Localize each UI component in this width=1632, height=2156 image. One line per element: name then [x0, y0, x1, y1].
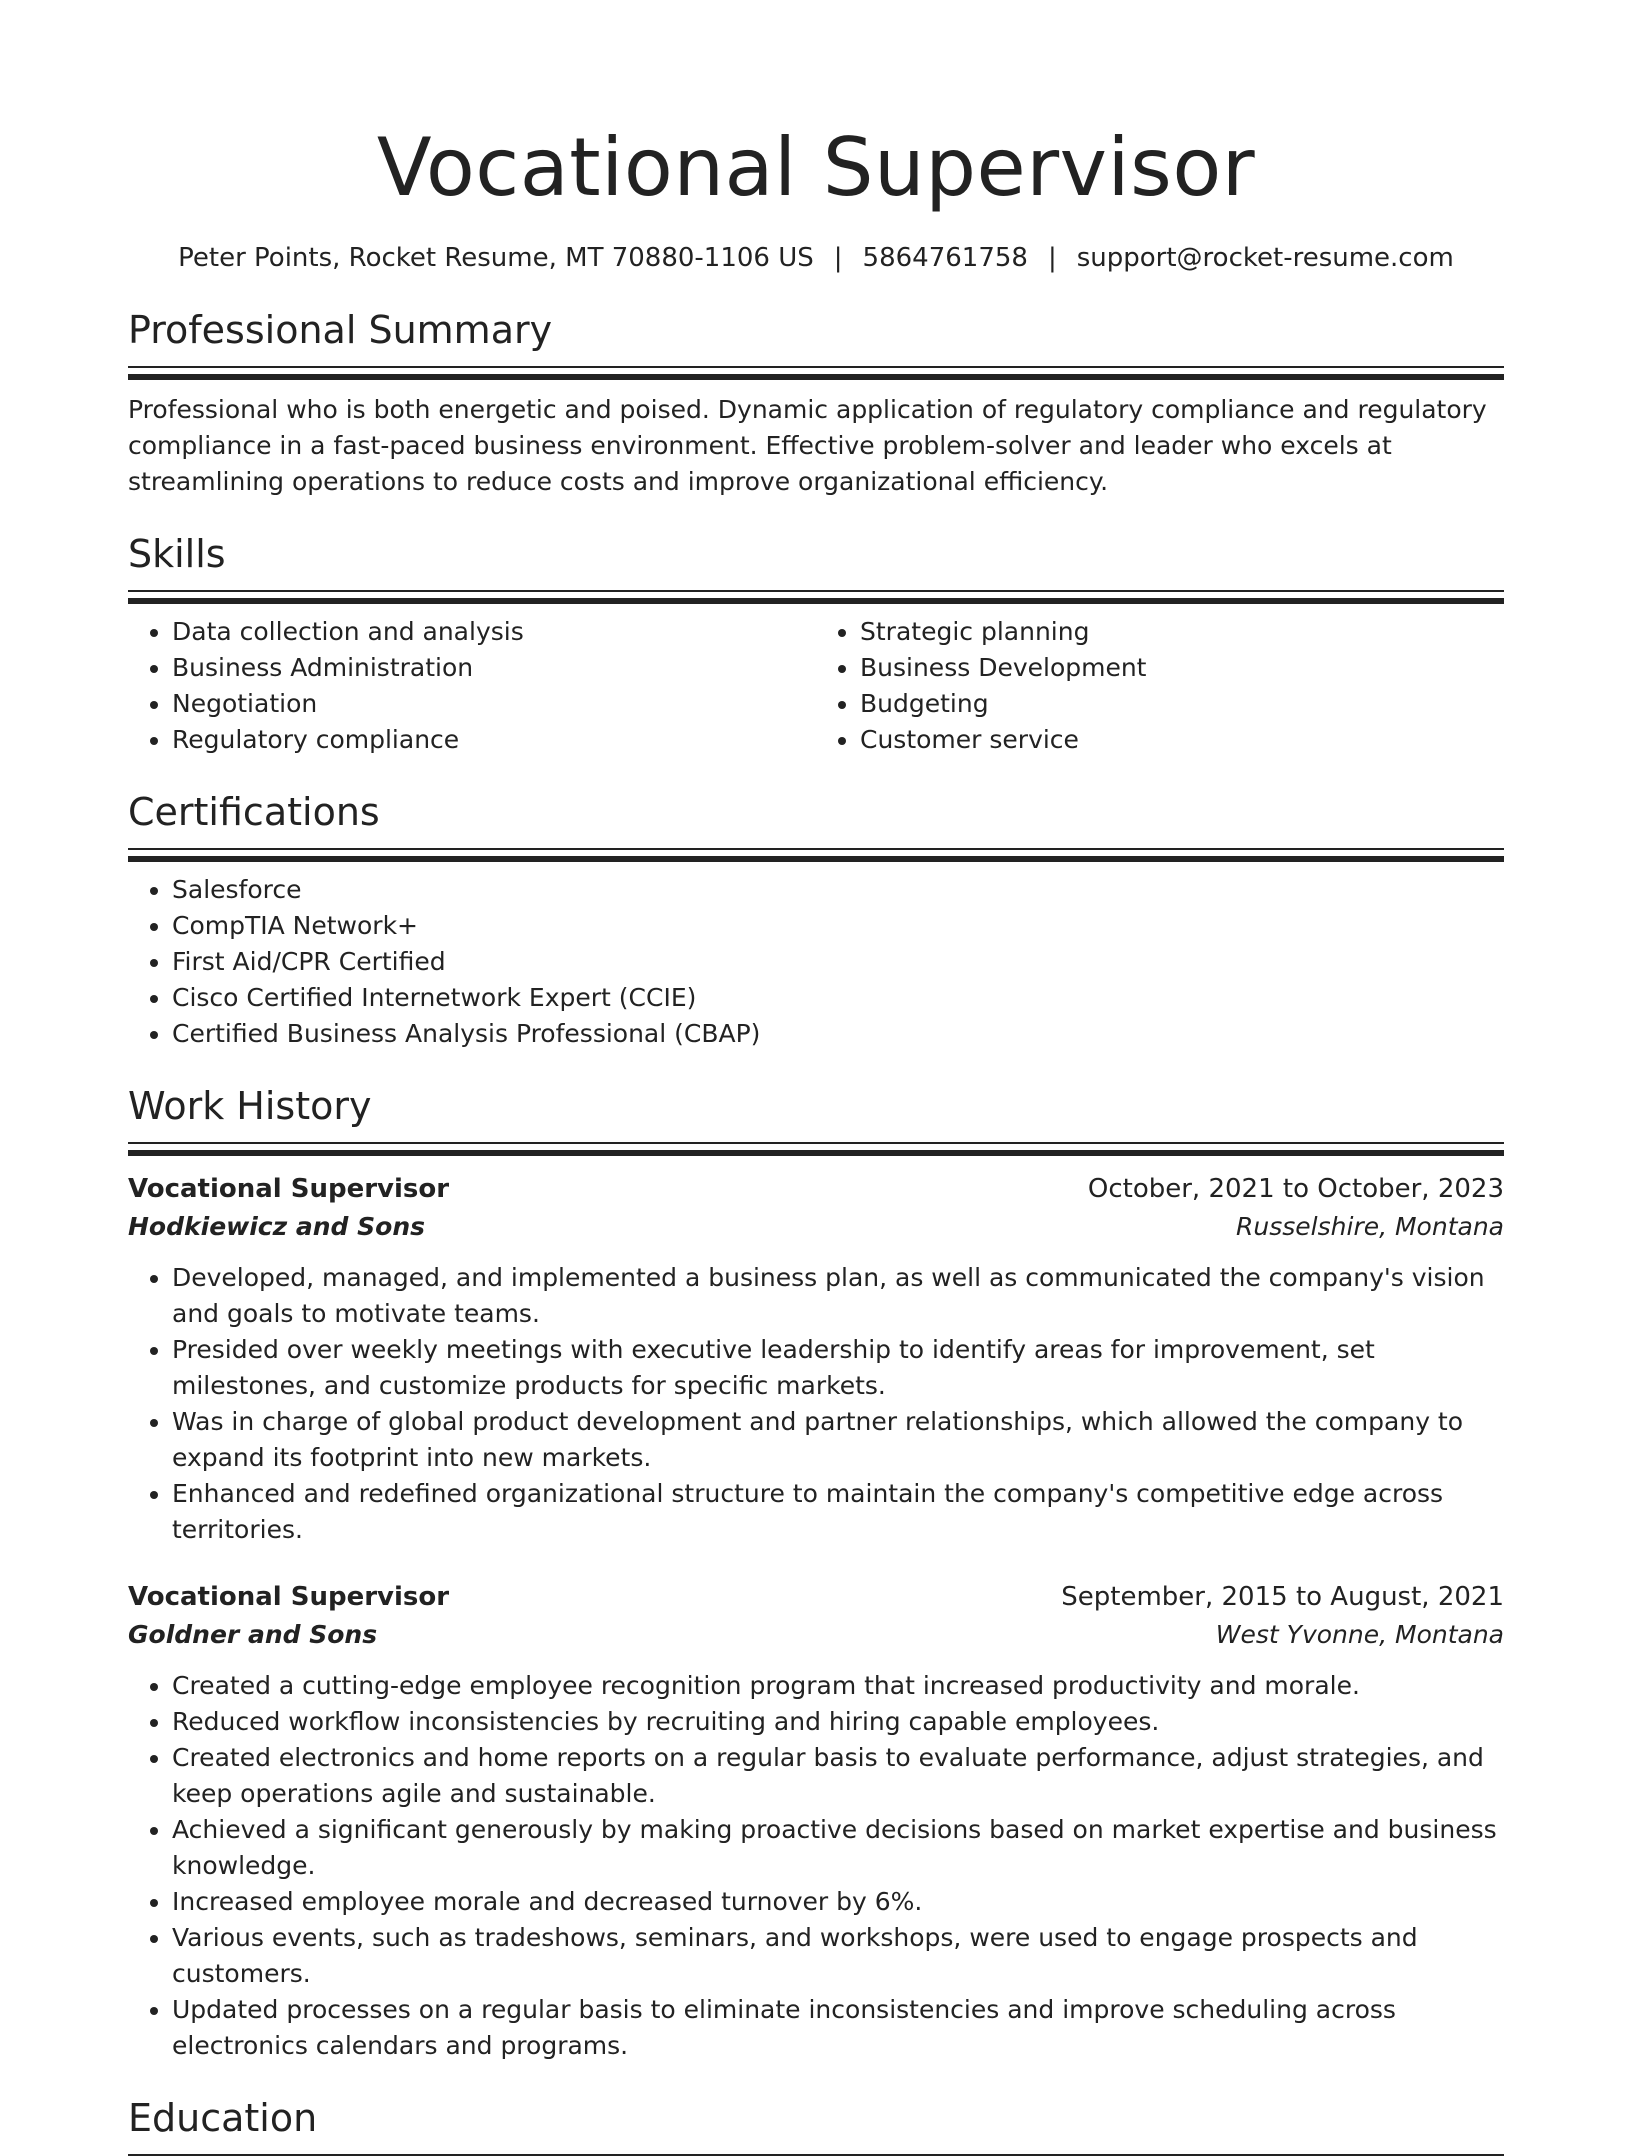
skills-list-left [128, 614, 816, 758]
job-title: Vocational Supervisor [128, 1174, 450, 1204]
skill-item: • Business Administration [172, 650, 816, 686]
work-history-section [128, 1080, 1504, 2064]
job-bullet: • Reduced workflow inconsistencies by recruiting and hiring capable employees. [172, 1704, 1504, 1740]
section-title-work-history: Work History [128, 1084, 372, 1128]
skills-grid [128, 604, 1504, 758]
job-bullet: • Presided over weekly meetings with executive leadership to identify areas for improvement, set milestones, and customize products for specific markets. [172, 1332, 1504, 1404]
job-header-row [128, 1170, 1504, 1208]
section-divider [128, 1142, 1504, 1156]
job-bullet: • Created electronics and home reports on a regular basis to evaluate performance, adjust strategies, and keep operations agile and sustainable. [172, 1740, 1504, 1812]
summary-text: Professional who is both energetic and poised. Dynamic application of regulatory compliance and regulatory compliance in a fast-paced business environment. Effective problem-solver and leader who excels at streamlining operations to reduce costs and improve organizational efficiency. [128, 395, 1487, 496]
skill-item: • Business Development [860, 650, 1504, 686]
job-header-row [128, 1578, 1504, 1616]
section-title-skills: Skills [128, 532, 226, 576]
job-bullets [128, 1668, 1504, 2064]
certification-item: • Certified Business Analysis Professional (CBAP) [172, 1016, 1504, 1052]
job-location: West Yvonne, Montana [1215, 1620, 1504, 1649]
skill-item: • Strategic planning [860, 614, 1504, 650]
job-title: Vocational Supervisor [128, 1582, 450, 1612]
certification-item: • CompTIA Network+ [172, 908, 1504, 944]
job-bullet: • Updated processes on a regular basis to eliminate inconsistencies and improve scheduling across electronics calendars and programs. [172, 1992, 1504, 2064]
job-bullets [128, 1260, 1504, 1548]
contact-separator: | [833, 243, 843, 273]
section-title-education: Education [128, 2096, 318, 2140]
job-bullet: • Achieved a significant generously by making proactive decisions based on market expertise and business knowledge. [172, 1812, 1504, 1884]
section-title-certifications: Certifications [128, 790, 380, 834]
contact-address: Peter Points, Rocket Resume, MT 70880-1106 US [178, 243, 814, 273]
certifications-list [128, 872, 1504, 1052]
job-bullet: • Enhanced and redefined organizational structure to maintain the company's competitive edge across territories. [172, 1476, 1504, 1548]
certification-item: • Salesforce [172, 872, 1504, 908]
contact-separator: | [1047, 243, 1057, 273]
skill-item: • Regulatory compliance [172, 722, 816, 758]
skills-list-right [816, 614, 1504, 758]
job-bullet: • Various events, such as tradeshows, seminars, and workshops, were used to engage prospects and customers. [172, 1920, 1504, 1992]
contact-email[interactable]: support@rocket-resume.com [1076, 243, 1454, 273]
job-company: Hodkiewicz and Sons [128, 1212, 426, 1241]
section-divider [128, 848, 1504, 862]
education-section [128, 2092, 1504, 2156]
skill-item: • Negotiation [172, 686, 816, 722]
resume-name: Vocational Supervisor [376, 121, 1256, 214]
skill-item: • Budgeting [860, 686, 1504, 722]
job-bullet: • Developed, managed, and implemented a business plan, as well as communicated the company's vision and goals to motivate teams. [172, 1260, 1504, 1332]
section-title-summary: Professional Summary [128, 308, 553, 352]
certifications-section [128, 786, 1504, 1052]
job-dates: October, 2021 to October, 2023 [1087, 1174, 1504, 1204]
certification-item: • First Aid/CPR Certified [172, 944, 1504, 980]
summary-section [128, 304, 1504, 500]
certification-item: • Cisco Certified Internetwork Expert (CCIE) [172, 980, 1504, 1016]
skill-item: • Data collection and analysis [172, 614, 816, 650]
contact-phone: 5864761758 [862, 243, 1028, 273]
job-entry [128, 1578, 1504, 2064]
job-company: Goldner and Sons [128, 1620, 378, 1649]
job-dates: September, 2015 to August, 2021 [1061, 1582, 1504, 1612]
section-divider [128, 366, 1504, 380]
section-divider [128, 590, 1504, 604]
job-bullet: • Created a cutting-edge employee recognition program that increased productivity and morale. [172, 1668, 1504, 1704]
job-company-row [128, 1616, 1504, 1654]
job-location: Russelshire, Montana [1236, 1212, 1504, 1241]
contact-line [128, 240, 1504, 276]
skill-item: • Customer service [860, 722, 1504, 758]
job-bullet: • Was in charge of global product development and partner relationships, which allowed the company to expand its footprint into new markets. [172, 1404, 1504, 1476]
job-entry [128, 1170, 1504, 1548]
skills-section [128, 528, 1504, 758]
job-bullet: • Increased employee morale and decreased turnover by 6%. [172, 1884, 1504, 1920]
job-company-row [128, 1208, 1504, 1246]
